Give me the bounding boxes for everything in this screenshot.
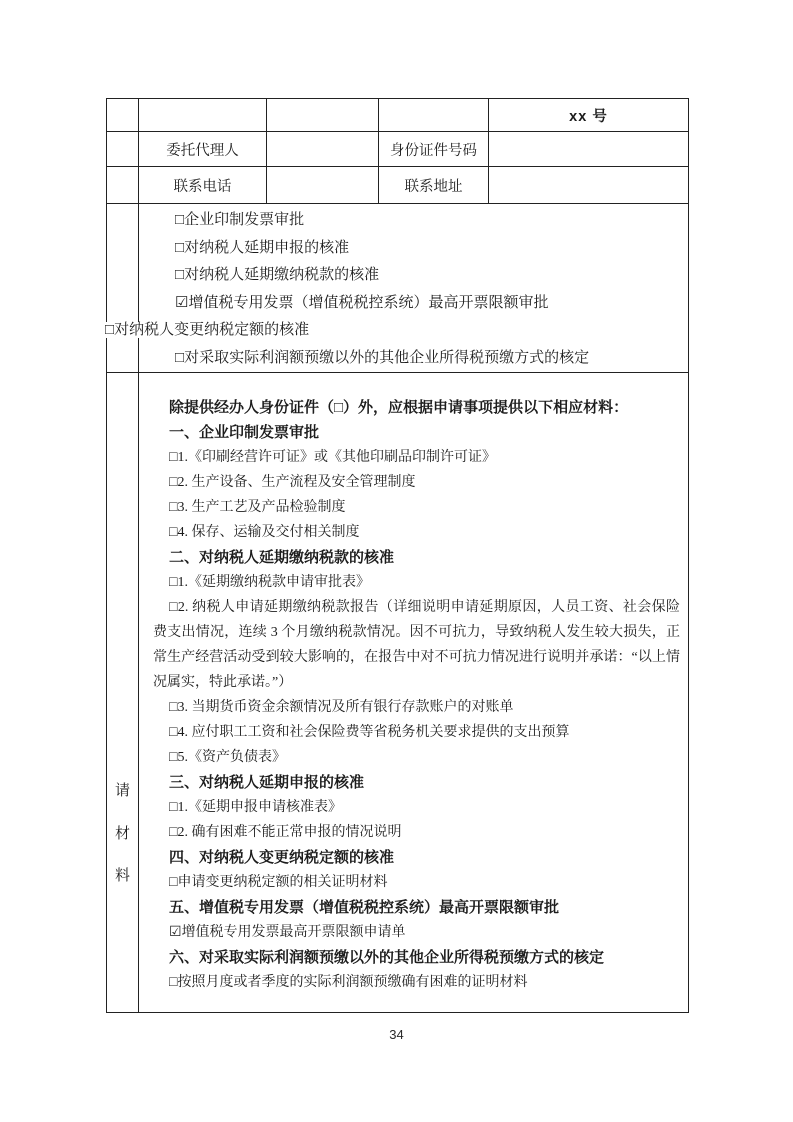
- material-line: [153, 520, 680, 545]
- material-line-text: 4. 保存、运输及交付相关制度: [177, 525, 360, 540]
- material-line: [153, 820, 680, 845]
- material-line-text: 1.《延期申报申请核准表》: [177, 800, 342, 815]
- material-line: [153, 795, 680, 820]
- empty-cell: [267, 99, 379, 132]
- material-line-text: 三、对纳税人延期申报的核准: [169, 774, 365, 791]
- checkbox-icon: □: [169, 450, 178, 465]
- material-line-text: 2. 生产设备、生产流程及安全管理制度: [177, 475, 416, 490]
- material-line-text: 3. 生产工艺及产品检验制度: [177, 500, 346, 515]
- empty-cell: [107, 132, 139, 167]
- material-line: [153, 895, 680, 920]
- approval-option: [153, 235, 682, 263]
- checkbox-icon: □: [169, 875, 178, 890]
- material-line-text: 五、增值税专用发票（增值税税控系统）最高开票限额审批: [169, 899, 560, 916]
- material-line-text: 六、对采取实际利润额预缴以外的其他企业所得税预缴方式的核定: [169, 949, 605, 966]
- material-line: [153, 595, 680, 695]
- material-line-text: 4. 应付职工工资和社会保险费等省税务机关要求提供的支出预算: [177, 725, 570, 740]
- application-form-table: [106, 98, 689, 1013]
- checkbox-icon: □: [175, 349, 185, 366]
- materials-side-label: [107, 770, 138, 898]
- material-line-text: 2. 纳税人申请延期缴纳税款报告（详细说明申请延期原因，人员工资、社会保险费支出情况，连续 3 个月缴纳税款情况。因不可抗力，导致纳税人发生较大损失，正常生产经营活动受到较大影响的，在报告中对不可抗力情况进行说明并承诺：“以上情况属实，特此承诺。”）: [153, 600, 680, 690]
- material-line: [153, 470, 680, 495]
- approval-option-label: 增值税专用发票（增值税税控系统）最高开票限额审批: [188, 294, 549, 311]
- approval-option: [153, 345, 682, 373]
- checkbox-icon: □: [169, 500, 178, 515]
- material-line: [153, 420, 680, 445]
- doc-number-cell: xx 号: [489, 99, 689, 132]
- checkbox-icon: □: [169, 725, 178, 740]
- checkbox-icon: □: [175, 239, 185, 256]
- side-label-char: 料: [114, 868, 130, 885]
- address-value-cell: [489, 167, 689, 204]
- checkbox-icon: □: [169, 600, 178, 615]
- approval-option: [153, 290, 682, 318]
- phone-label: 联系电话: [139, 167, 267, 204]
- phone-value-cell: [267, 167, 379, 204]
- material-line-text: 1.《印刷经营许可证》或《其他印刷品印制许可证》: [177, 450, 496, 465]
- address-label: 联系地址: [379, 167, 489, 204]
- checkbox-icon: □: [169, 975, 178, 990]
- empty-side-cell: [107, 204, 139, 373]
- material-line: [153, 845, 680, 870]
- checkbox-icon: ☑: [175, 294, 189, 311]
- doc-number-row: [107, 99, 689, 132]
- material-line-text: 1.《延期缴纳税款申请审批表》: [177, 575, 370, 590]
- material-line-text: 按照月度或者季度的实际利润额预缴确有困难的证明材料: [177, 975, 528, 990]
- materials-side-cell: [107, 373, 139, 1013]
- checkbox-icon: □: [169, 575, 178, 590]
- material-line: [153, 395, 680, 420]
- empty-cell: [107, 99, 139, 132]
- checkbox-icon: □: [175, 212, 185, 228]
- material-line: [153, 870, 680, 895]
- material-line: [153, 770, 680, 795]
- material-line: [153, 970, 680, 995]
- page-number: 34: [389, 1027, 404, 1042]
- material-line-text: 5.《资产负债表》: [177, 750, 286, 765]
- material-line: [153, 945, 680, 970]
- empty-cell: [107, 167, 139, 204]
- material-line: [153, 720, 680, 745]
- checkbox-icon: □: [169, 525, 178, 540]
- materials-list: [139, 390, 688, 995]
- material-line: [153, 445, 680, 470]
- empty-cell: [139, 99, 267, 132]
- material-line-text: 一、企业印制发票审批: [169, 424, 320, 441]
- approval-items-cell: [105, 204, 689, 373]
- material-line: [153, 745, 680, 770]
- approval-option: [153, 262, 682, 290]
- approval-options-list: [105, 204, 688, 372]
- checkbox-icon: □: [169, 750, 178, 765]
- side-label-char: 材: [114, 825, 130, 842]
- approval-option: [105, 317, 682, 345]
- material-line-text: 申请变更纳税定额的相关证明材料: [177, 875, 388, 890]
- approval-option-label: 对采取实际利润额预缴以外的其他企业所得税预缴方式的核定: [184, 349, 590, 366]
- material-line-text: 增值税专用发票最高开票限额申请单: [181, 925, 406, 940]
- checkbox-icon: □: [175, 267, 185, 283]
- material-line-text: 四、对纳税人变更纳税定额的核准: [169, 849, 395, 866]
- checkbox-icon: □: [169, 700, 178, 715]
- empty-cell: [379, 99, 489, 132]
- id-number-label: 身份证件号码: [379, 132, 489, 167]
- checkbox-icon: □: [169, 800, 178, 815]
- materials-cell: [139, 373, 689, 1013]
- approval-option-label: 对纳税人变更纳税定额的核准: [114, 322, 310, 338]
- material-line: [153, 545, 680, 570]
- material-line-text: 二、对纳税人延期缴纳税款的核准: [169, 549, 395, 566]
- material-line: [153, 920, 680, 945]
- side-label-char: 请: [114, 783, 130, 800]
- material-line-text: 3. 当期货币资金余额情况及所有银行存款账户的对账单: [177, 700, 514, 715]
- material-line: [153, 695, 680, 720]
- material-line-text: 2. 确有困难不能正常申报的情况说明: [177, 825, 402, 840]
- approval-option-label: 企业印制发票审批: [184, 212, 305, 228]
- contact-row: [107, 167, 689, 204]
- agent-row: [107, 132, 689, 167]
- material-line: [153, 570, 680, 595]
- approval-option: [153, 207, 682, 235]
- checkbox-icon: ☑: [169, 925, 182, 940]
- checkbox-icon: □: [169, 475, 178, 490]
- approval-option-label: 对纳税人延期缴纳税款的核准: [184, 267, 380, 283]
- id-number-value-cell: [489, 132, 689, 167]
- checkbox-icon: □: [169, 825, 178, 840]
- materials-row: [107, 373, 689, 1013]
- material-line: [153, 495, 680, 520]
- approval-option-label: 对纳税人延期申报的核准: [184, 239, 350, 256]
- checkbox-icon: □: [105, 322, 115, 338]
- agent-label: 委托代理人: [139, 132, 267, 167]
- agent-value-cell: [267, 132, 379, 167]
- material-line-text: 除提供经办人身份证件（□）外，应根据申请事项提供以下相应材料：: [169, 399, 629, 416]
- approval-items-row: [107, 204, 689, 373]
